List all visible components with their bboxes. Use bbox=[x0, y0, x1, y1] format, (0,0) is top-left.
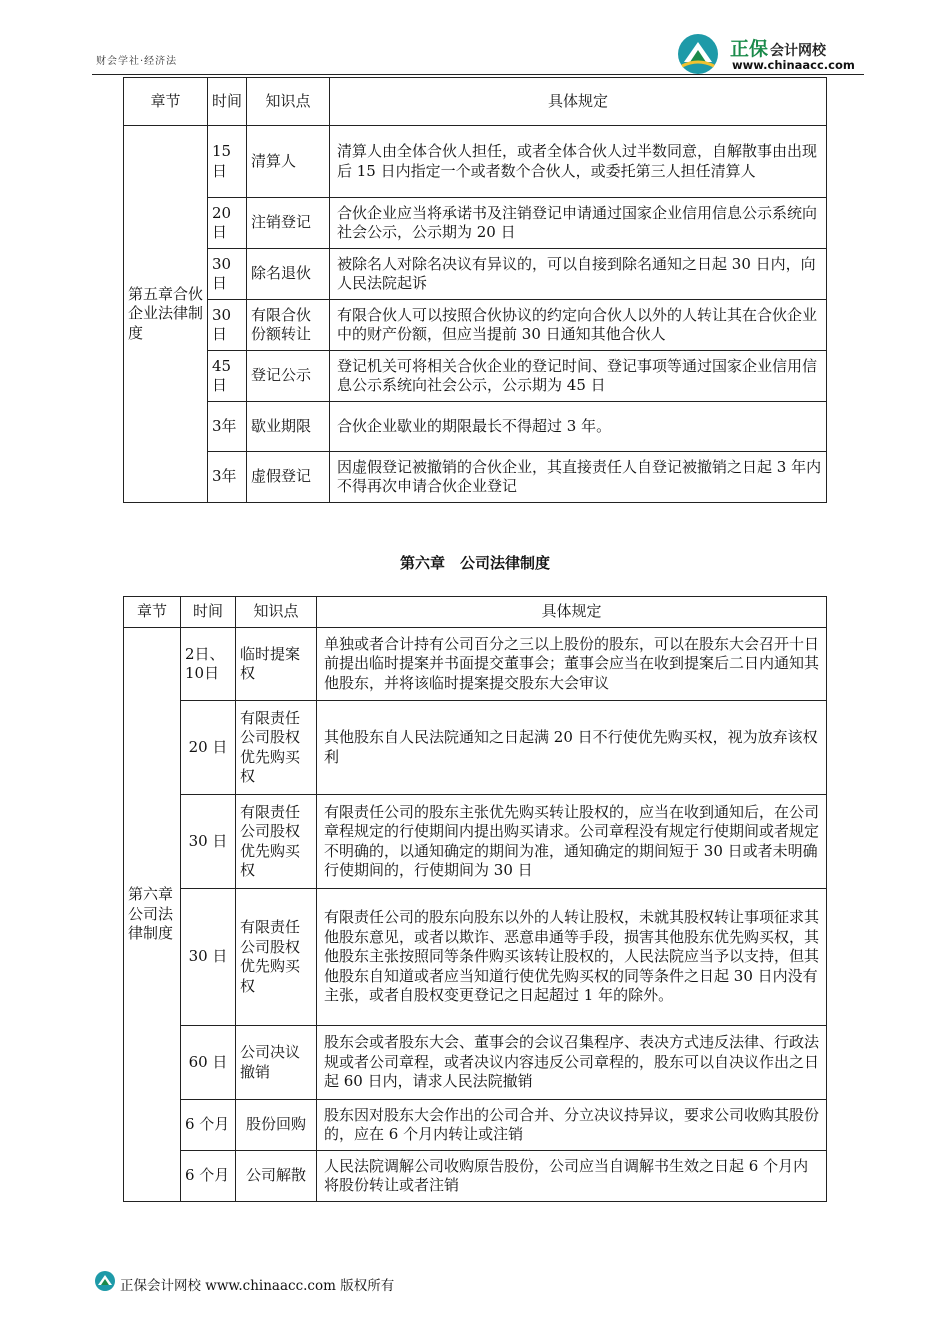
table-row bbox=[124, 126, 827, 198]
point-cell: 清算人 bbox=[247, 126, 330, 198]
header-left-text: 财会学社·经济法 bbox=[96, 56, 178, 67]
table-row bbox=[124, 889, 827, 1026]
chapter-cell: 第六章公司法律制度 bbox=[124, 628, 181, 1202]
time-cell: 2日、10日 bbox=[181, 628, 236, 701]
rule-cell: 合伙企业应当将承诺书及注销登记申请通过国家企业信用信息公示系统向社会公示，公示期为 20 日 bbox=[330, 198, 827, 249]
chapter-cell: 第五章合伙企业法律制度 bbox=[124, 126, 208, 503]
header-chapter: 章节 bbox=[124, 78, 208, 126]
rule-cell: 登记机关可将相关合伙企业的登记时间、登记事项等通过国家企业信用信息公示系统向社会公示，公示期为 45 日 bbox=[330, 351, 827, 402]
point-cell: 公司决议撤销 bbox=[236, 1026, 317, 1100]
rule-cell: 其他股东自人民法院通知之日起满 20 日不行使优先购买权，视为放弃该权利 bbox=[317, 701, 827, 795]
time-cell: 30 日 bbox=[181, 889, 236, 1026]
table-row bbox=[124, 452, 827, 503]
point-cell: 除名退伙 bbox=[247, 249, 330, 300]
table-row bbox=[124, 198, 827, 249]
header-rule: 具体规定 bbox=[317, 597, 827, 628]
point-cell: 临时提案权 bbox=[236, 628, 317, 701]
table-row bbox=[124, 1100, 827, 1151]
point-cell: 有限责任公司股权优先购买权 bbox=[236, 889, 317, 1026]
chapter6-title: 第六章 公司法律制度 bbox=[399, 554, 550, 572]
time-cell: 30日 bbox=[208, 249, 247, 300]
rule-cell: 人民法院调解公司收购原告股份，公司应当自调解书生效之日起 6 个月内将股份转让或者注销 bbox=[317, 1151, 827, 1202]
point-cell: 虚假登记 bbox=[247, 452, 330, 503]
chapter5-table bbox=[123, 77, 827, 503]
table-row bbox=[124, 351, 827, 402]
point-cell: 注销登记 bbox=[247, 198, 330, 249]
header-chapter: 章节 bbox=[124, 597, 181, 628]
time-cell: 3年 bbox=[208, 402, 247, 452]
chinaacc-logo-icon bbox=[676, 32, 720, 76]
header-rule: 具体规定 bbox=[330, 78, 827, 126]
table-header-row bbox=[124, 78, 827, 126]
header-point: 知识点 bbox=[236, 597, 317, 628]
point-cell: 歇业期限 bbox=[247, 402, 330, 452]
time-cell: 30日 bbox=[208, 300, 247, 351]
time-cell: 20 日 bbox=[181, 701, 236, 795]
time-cell: 60 日 bbox=[181, 1026, 236, 1100]
table-row bbox=[124, 795, 827, 889]
table-row bbox=[124, 402, 827, 452]
table-row bbox=[124, 300, 827, 351]
time-cell: 45日 bbox=[208, 351, 247, 402]
rule-cell: 单独或者合计持有公司百分之三以上股份的股东，可以在股东大会召开十日前提出临时提案并书面提交董事会；董事会应当在收到提案后二日内通知其他股东，并将该临时提案提交股东大会审议 bbox=[317, 628, 827, 701]
logo-url: www.chinaacc.com bbox=[732, 58, 855, 72]
table-row bbox=[124, 1026, 827, 1100]
table-row bbox=[124, 628, 827, 701]
time-cell: 15日 bbox=[208, 126, 247, 198]
footer-text: 正保会计网校 www.chinaacc.com 版权所有 bbox=[120, 1278, 395, 1294]
chapter6-table bbox=[123, 596, 827, 1202]
point-cell: 股份回购 bbox=[236, 1100, 317, 1151]
time-cell: 20日 bbox=[208, 198, 247, 249]
rule-cell: 合伙企业歇业的期限最长不得超过 3 年。 bbox=[330, 402, 827, 452]
rule-cell: 股东因对股东大会作出的公司合并、分立决议持异议，要求公司收购其股份的，应在 6 个月内转让或注销 bbox=[317, 1100, 827, 1151]
header-rule bbox=[92, 74, 864, 75]
header-point: 知识点 bbox=[247, 78, 330, 126]
time-cell: 30 日 bbox=[181, 795, 236, 889]
table-row bbox=[124, 249, 827, 300]
rule-cell: 被除名人对除名决议有异议的，可以自接到除名通知之日起 30 日内，向人民法院起诉 bbox=[330, 249, 827, 300]
rule-cell: 有限合伙人可以按照合伙协议的约定向合伙人以外的人转让其在合伙企业中的财产份额，但应当提前 30 日通知其他合伙人 bbox=[330, 300, 827, 351]
header-time: 时间 bbox=[208, 78, 247, 126]
time-cell: 6 个月 bbox=[181, 1100, 236, 1151]
point-cell: 有限责任公司股权优先购买权 bbox=[236, 795, 317, 889]
point-cell: 公司解散 bbox=[236, 1151, 317, 1202]
table-row bbox=[124, 1151, 827, 1202]
rule-cell: 有限责任公司的股东向股东以外的人转让股权，未就其股权转让事项征求其他股东意见，或者以欺诈、恶意串通等手段，损害其他股东优先购买权，其他股东主张按照同等条件购买该转让股权的，人民法院应当予以支持，但其他股东自知道或者应当知道行使优先购买权的同等条件之日起 30 日内没有主张，或者自股权变更登记之日起超过 1 年的除外。 bbox=[317, 889, 827, 1026]
logo-name: 正保 会计网校 bbox=[730, 38, 827, 60]
header-time: 时间 bbox=[181, 597, 236, 628]
table-header-row bbox=[124, 597, 827, 628]
point-cell: 登记公示 bbox=[247, 351, 330, 402]
point-cell: 有限责任公司股权优先购买权 bbox=[236, 701, 317, 795]
point-cell: 有限合伙份额转让 bbox=[247, 300, 330, 351]
rule-cell: 因虚假登记被撤销的合伙企业，其直接责任人自登记被撤销之日起 3 年内不得再次申请合伙企业登记 bbox=[330, 452, 827, 503]
rule-cell: 清算人由全体合伙人担任，或者全体合伙人过半数同意，自解散事由出现后 15 日内指定一个或者数个合伙人，或委托第三人担任清算人 bbox=[330, 126, 827, 198]
brand-logo bbox=[676, 30, 866, 74]
rule-cell: 有限责任公司的股东主张优先购买转让股权的，应当在收到通知后，在公司章程规定的行使期间内提出购买请求。公司章程没有规定行使期间或者规定不明确的，以通知确定的期间为准，通知确定的期间短于 30 日或者未明确行使期间的，行使期间为 30 日 bbox=[317, 795, 827, 889]
time-cell: 6 个月 bbox=[181, 1151, 236, 1202]
chinaacc-logo-icon bbox=[94, 1270, 116, 1292]
rule-cell: 股东会或者股东大会、董事会的会议召集程序、表决方式违反法律、行政法规或者公司章程，或者决议内容违反公司章程的，股东可以自决议作出之日起 60 日内，请求人民法院撤销 bbox=[317, 1026, 827, 1100]
table-row bbox=[124, 701, 827, 795]
time-cell: 3年 bbox=[208, 452, 247, 503]
